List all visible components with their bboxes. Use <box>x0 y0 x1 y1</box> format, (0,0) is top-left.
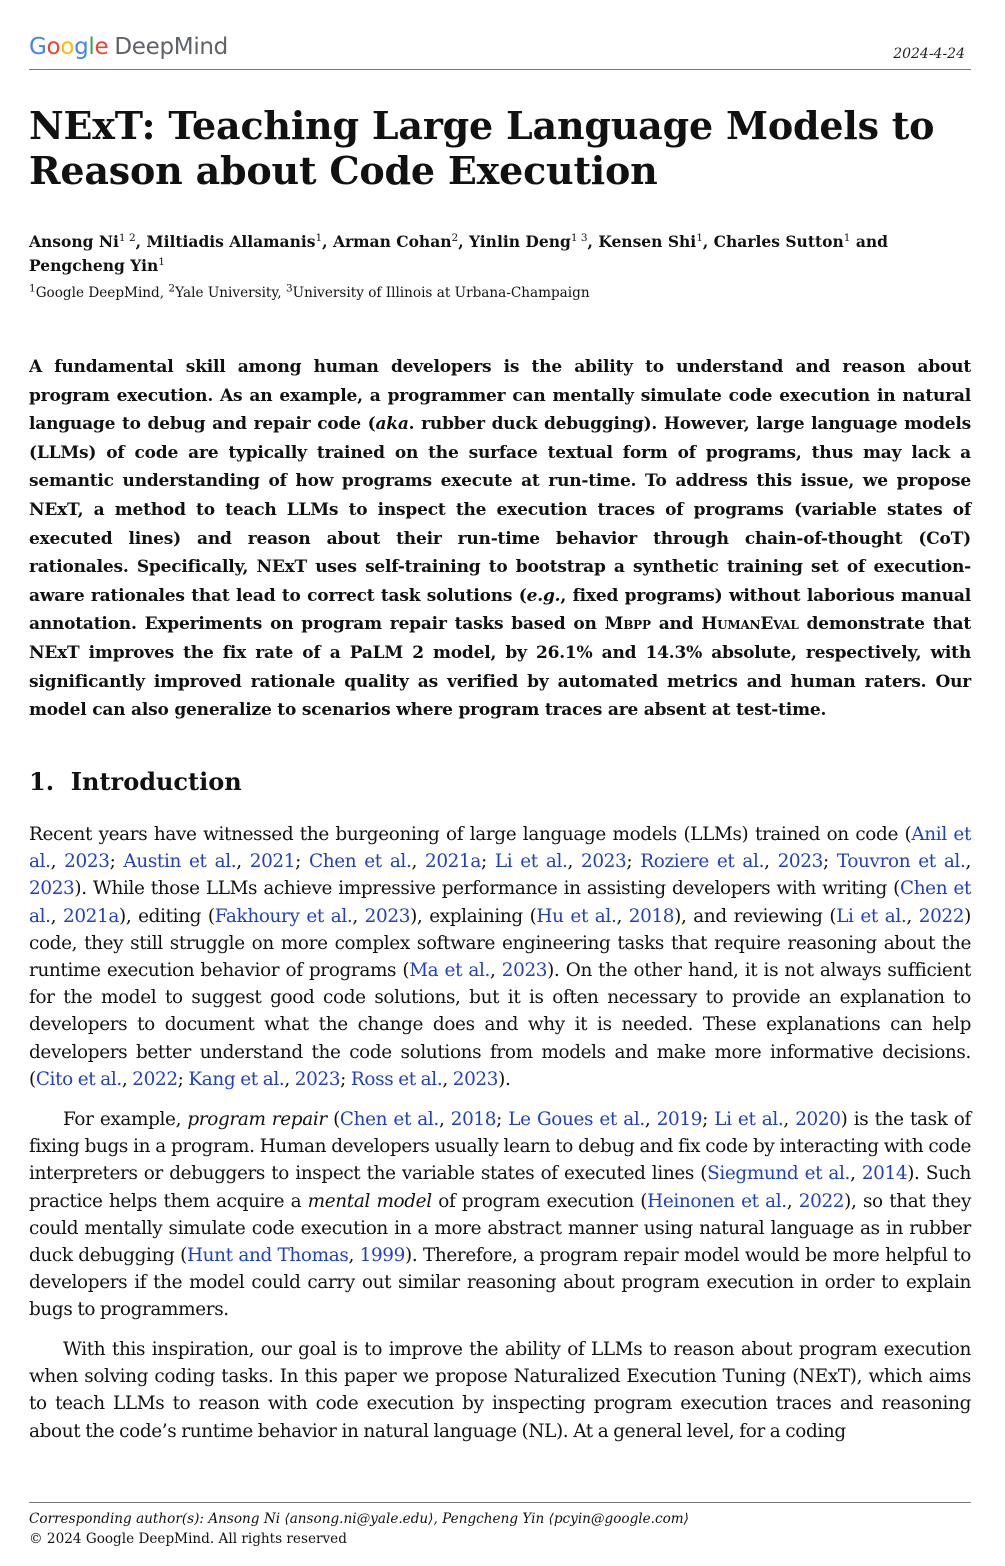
affiliations: $^1$Google DeepMind, $^2$Yale University, $^3$University of Illinois at Urbana-Champaign <box>29 282 590 301</box>
intro-paragraph-3: With this inspiration, our goal is to improve the ability of LLMs to reason about program execution when solving coding tasks. In this paper we propose Naturalized Execution Tuning (NExT), which aims to teach LLMs to reason with code execution by inspecting program execution traces and reasoning about the code’s runtime behavior in natural language (NL). At a general level, for a coding <box>29 1339 971 1442</box>
logo-deepmind-text: DeepMind <box>114 34 228 60</box>
paper-page <box>29 0 971 1566</box>
citation-link[interactable]: 2023 <box>29 878 75 900</box>
citation-link[interactable]: Chen et al. <box>309 851 412 873</box>
author: Charles Sutton <box>713 232 844 251</box>
citation-link[interactable]: Hu et al. <box>536 905 617 927</box>
citation-link[interactable]: Fakhoury et al. <box>214 905 353 927</box>
footer <box>29 1509 971 1549</box>
author-list: Ansong $Ni^{1 2}$, Miltiadis Allamanis$^1$, Arman Cohan$^2$, Yinlin Deng$^{1 3}$, Kensen Shi$^1$, Charles Sutton$^1$ and Pengcheng Yin$^1$ <box>29 231 888 275</box>
citation-link[interactable]: Hunt and Thomas <box>186 1245 349 1267</box>
citation-link[interactable]: Ma et al. <box>409 960 490 982</box>
citation-link[interactable]: Heinonen et al. <box>647 1190 787 1212</box>
citation-link[interactable]: Anil et al. <box>29 824 971 873</box>
citation-link[interactable]: 2023 <box>294 1068 341 1090</box>
author: Pengcheng Yin <box>29 256 159 275</box>
citation-link[interactable]: Li et al. <box>714 1109 784 1130</box>
citation-link[interactable]: 2020 <box>795 1109 841 1130</box>
citation-link[interactable]: 2023 <box>64 851 110 873</box>
publication-date: 2024-4-24 <box>893 46 965 62</box>
dataset-name: Mbpp <box>604 614 651 635</box>
paper-title: NExT: Teaching Large Language Models to Reason about Code Execution <box>29 103 935 193</box>
abstract: A fundamental skill among human developers is the ability to understand and reason about program execution. As an example, a programmer can mentally simulate code execution in natural language to debug and repair code (aka. rubber duck debugging). However, large language models (LLMs) of code are typically trained on the surface textual form of programs, thus may lack a semantic understanding of how programs execute at run-time. To address this issue, we propose NExT, a method to teach LLMs to inspect the execution traces of programs (variable states of executed lines) and reason about their run-time behavior through chain-of-thought (CoT) rationales. Specifically, NExT uses self-training to bootstrap a synthetic training set of execution-aware rationales that lead to correct task solutions (e.g., fixed programs) without laborious manual annotation. Experiments on program repair tasks based on Mbpp and HumanEval demonstrate that NExT improves the fix rate of a PaLM 2 model, by 26.1% and 14.3% absolute, respectively, with significantly improved rationale quality as verified by automated metrics and human raters. Our model can also generalize to scenarios where program traces are absent at test-time. <box>29 357 971 721</box>
author: Yinlin Deng <box>469 232 571 251</box>
citation-link[interactable]: Li et al. <box>494 851 568 873</box>
citation-link[interactable]: 2018 <box>628 905 675 927</box>
citation-link[interactable]: Siegmund et al. <box>707 1163 851 1185</box>
author: Arman Cohan <box>332 232 452 251</box>
citation-link[interactable]: 2023 <box>452 1068 499 1090</box>
citation-link[interactable]: 2023 <box>777 851 823 873</box>
citation-link[interactable]: 2021 <box>249 851 296 873</box>
author: Kensen Shi <box>598 232 697 251</box>
author: Ansong Ni <box>29 232 119 251</box>
citation-link[interactable]: 2014 <box>861 1163 908 1185</box>
citation-link[interactable]: 2023 <box>501 960 548 982</box>
footer-divider <box>29 1502 971 1503</box>
citation-link[interactable]: 2021a <box>62 905 119 927</box>
citation-link[interactable]: Roziere et al. <box>640 851 765 873</box>
citation-link[interactable]: 2022 <box>132 1068 178 1090</box>
citation-link[interactable]: Austin et al. <box>123 851 237 873</box>
section-heading: 1. Introduction <box>29 767 242 796</box>
citation-link[interactable]: Cito et al. <box>35 1068 122 1090</box>
google-deepmind-logo: Google DeepMind <box>29 34 228 60</box>
copyright: © 2024 Google DeepMind. All rights reserved <box>29 1531 347 1547</box>
corresponding-authors: Corresponding author(s): Ansong Ni ⟨ansong.ni@yale.edu⟩, Pengcheng Yin ⟨pcyin@google.com⟩ <box>29 1511 689 1527</box>
citation-link[interactable]: 2023 <box>580 851 627 873</box>
citation-link[interactable]: Chen et al. <box>29 878 971 927</box>
intro-paragraph-2: For example, program repair (Chen et al., 2018; Le Goues et al., 2019; Li et al., 2020) is the task of fixing bugs in a program. Human developers usually learn to debug and fix code by interacting with code interpreters or debuggers to inspect the variable states of executed lines (Siegmund et al., 2014). Such practice helps them acquire a mental model of program execution (Heinonen et al., 2022), so that they could mentally simulate code execution in a more abstract manner using natural language as in rubber duck debugging (Hunt and Thomas, 1999). Therefore, a program repair model would be more helpful to developers if the model could carry out similar reasoning about program execution in order to explain bugs to programmers. <box>29 1109 972 1321</box>
citation-link[interactable]: 2022 <box>918 905 965 927</box>
citation-link[interactable]: 2018 <box>450 1109 497 1130</box>
intro-paragraph-1: Recent years have witnessed the burgeoning of large language models (LLMs) trained on code (Anil et al., 2023; Austin et al., 2021; Chen et al., 2021a; Li et al., 2023; Roziere et al., 2023; Touvron et al., 2023). While those LLMs achieve impressive performance in assisting developers with writing (Chen et al., 2021a), editing (Fakhoury et al., 2023), explaining (Hu et al., 2018), and reviewing (Li et al., 2022) code, they still struggle on more complex software engineering tasks that require reasoning about the runtime execution behavior of programs (Ma et al., 2023). On the other hand, it is not always sufficient for the model to suggest good code solutions, but it is often necessary to provide an explanation to developers to document what the change does and why it is needed. These explanations can help developers better understand the code solutions from models and make more informative decisions. (Cito et al., 2022; Kang et al., 2023; Ross et al., 2023). <box>29 824 971 1090</box>
citation-link[interactable]: 1999 <box>359 1245 406 1267</box>
citation-link[interactable]: Touvron et al. <box>836 851 966 873</box>
citation-link[interactable]: Kang et al. <box>188 1068 285 1090</box>
citation-link[interactable]: 2023 <box>364 905 411 927</box>
citation-link[interactable]: Ross et al. <box>350 1068 443 1090</box>
citation-link[interactable]: Le Goues et al. <box>508 1109 645 1130</box>
citation-link[interactable]: 2019 <box>656 1109 703 1130</box>
dataset-name: HumanEval <box>701 614 799 635</box>
author: Miltiadis Allamanis <box>146 232 316 251</box>
citation-link[interactable]: Li et al. <box>836 905 907 927</box>
citation-link[interactable]: Chen et al. <box>339 1109 439 1130</box>
citation-link[interactable]: 2021a <box>424 851 481 873</box>
header-divider <box>29 69 971 70</box>
citation-link[interactable]: 2022 <box>798 1190 845 1212</box>
